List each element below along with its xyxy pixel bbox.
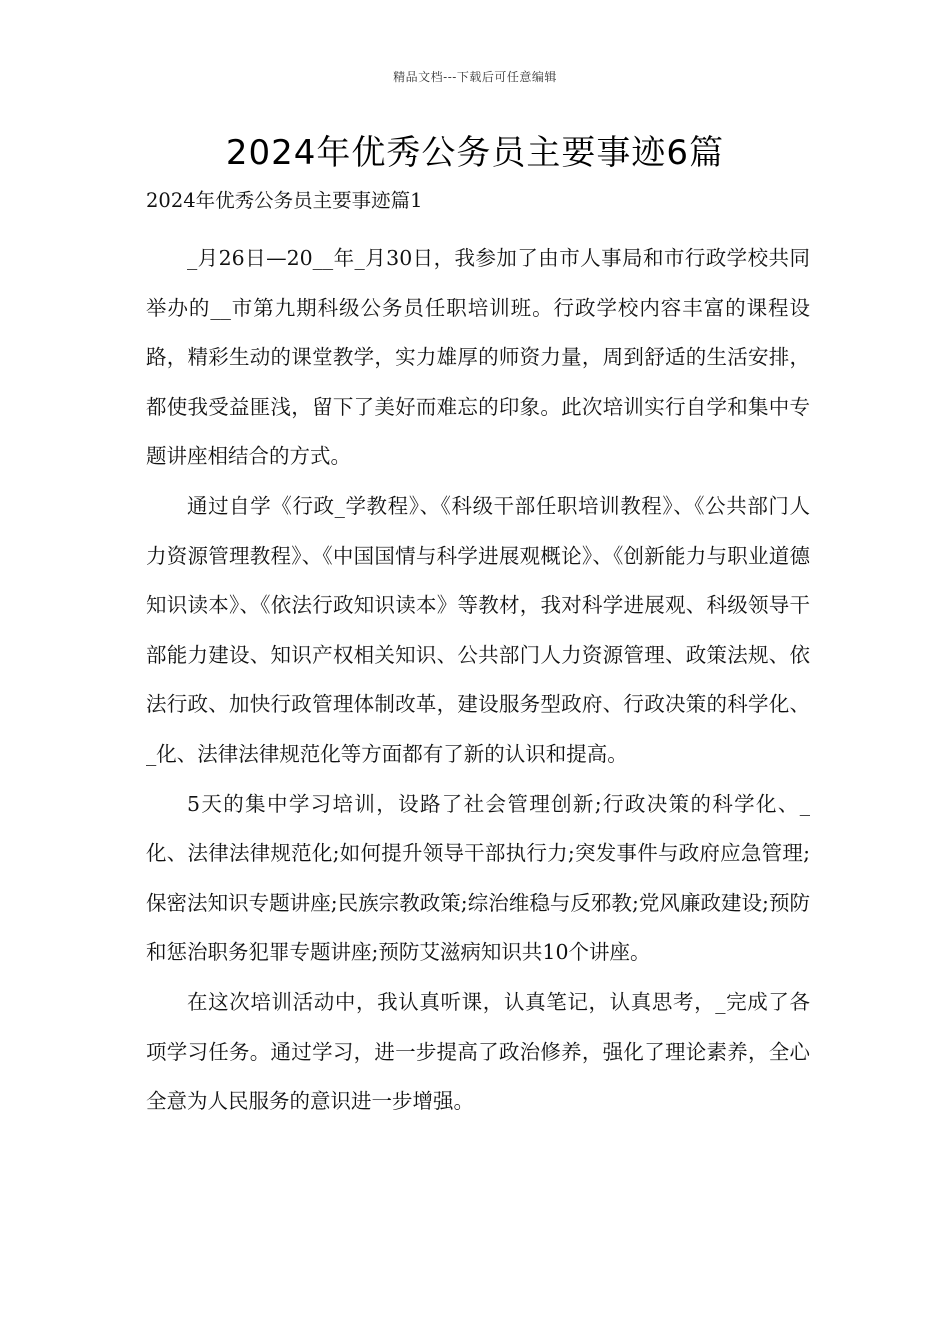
document-body [146,234,810,1127]
header-note: 精品文档---下载后可任意编辑 [393,70,557,84]
paragraph: 5天的集中学习培训，设路了社会管理创新;行政决策的科学化、_化、法律法律规范化;如何提升领导干部执行力;突发事件与政府应急管理;保密法知识专题讲座;民族宗教政策;综治维稳与反邪教;党风廉政建设;预防和惩治职务犯罪专题讲座;预防艾滋病知识共10个讲座。 [146,791,810,965]
paragraph: _月26日—20__年_月30日，我参加了由市人事局和市行政学校共同举办的__市第九期科级公务员任职培训班。行政学校内容丰富的课程设路，精彩生动的课堂教学，实力雄厚的师资力量，周到舒适的生活安排，都使我受益匪浅，留下了美好而难忘的印象。此次培训实行自学和集中专题讲座相结合的方式。 [146,246,810,469]
section-heading: 2024年优秀公务员主要事迹篇1 [146,189,423,212]
document-title: 2024年优秀公务员主要事迹6篇 [225,133,725,173]
paragraph: 在这次培训活动中，我认真听课，认真笔记，认真思考，_完成了各项学习任务。通过学习，进一步提高了政治修养，强化了理论素养，全心全意为人民服务的意识进一步增强。 [146,989,810,1114]
paragraph: 通过自学《行政_学教程》、《科级干部任职培训教程》、《公共部门人力资源管理教程》、《中国国情与科学进展观概论》、《创新能力与职业道德知识读本》、《依法行政知识读本》等教材，我对科学进展观、科级领导干部能力建设、知识产权相关知识、公共部门人力资源管理、政策法规、依法行政、加快行政管理体制改革，建设服务型政府、行政决策的科学化、_化、法律法律规范化等方面都有了新的认识和提高。 [146,493,810,766]
